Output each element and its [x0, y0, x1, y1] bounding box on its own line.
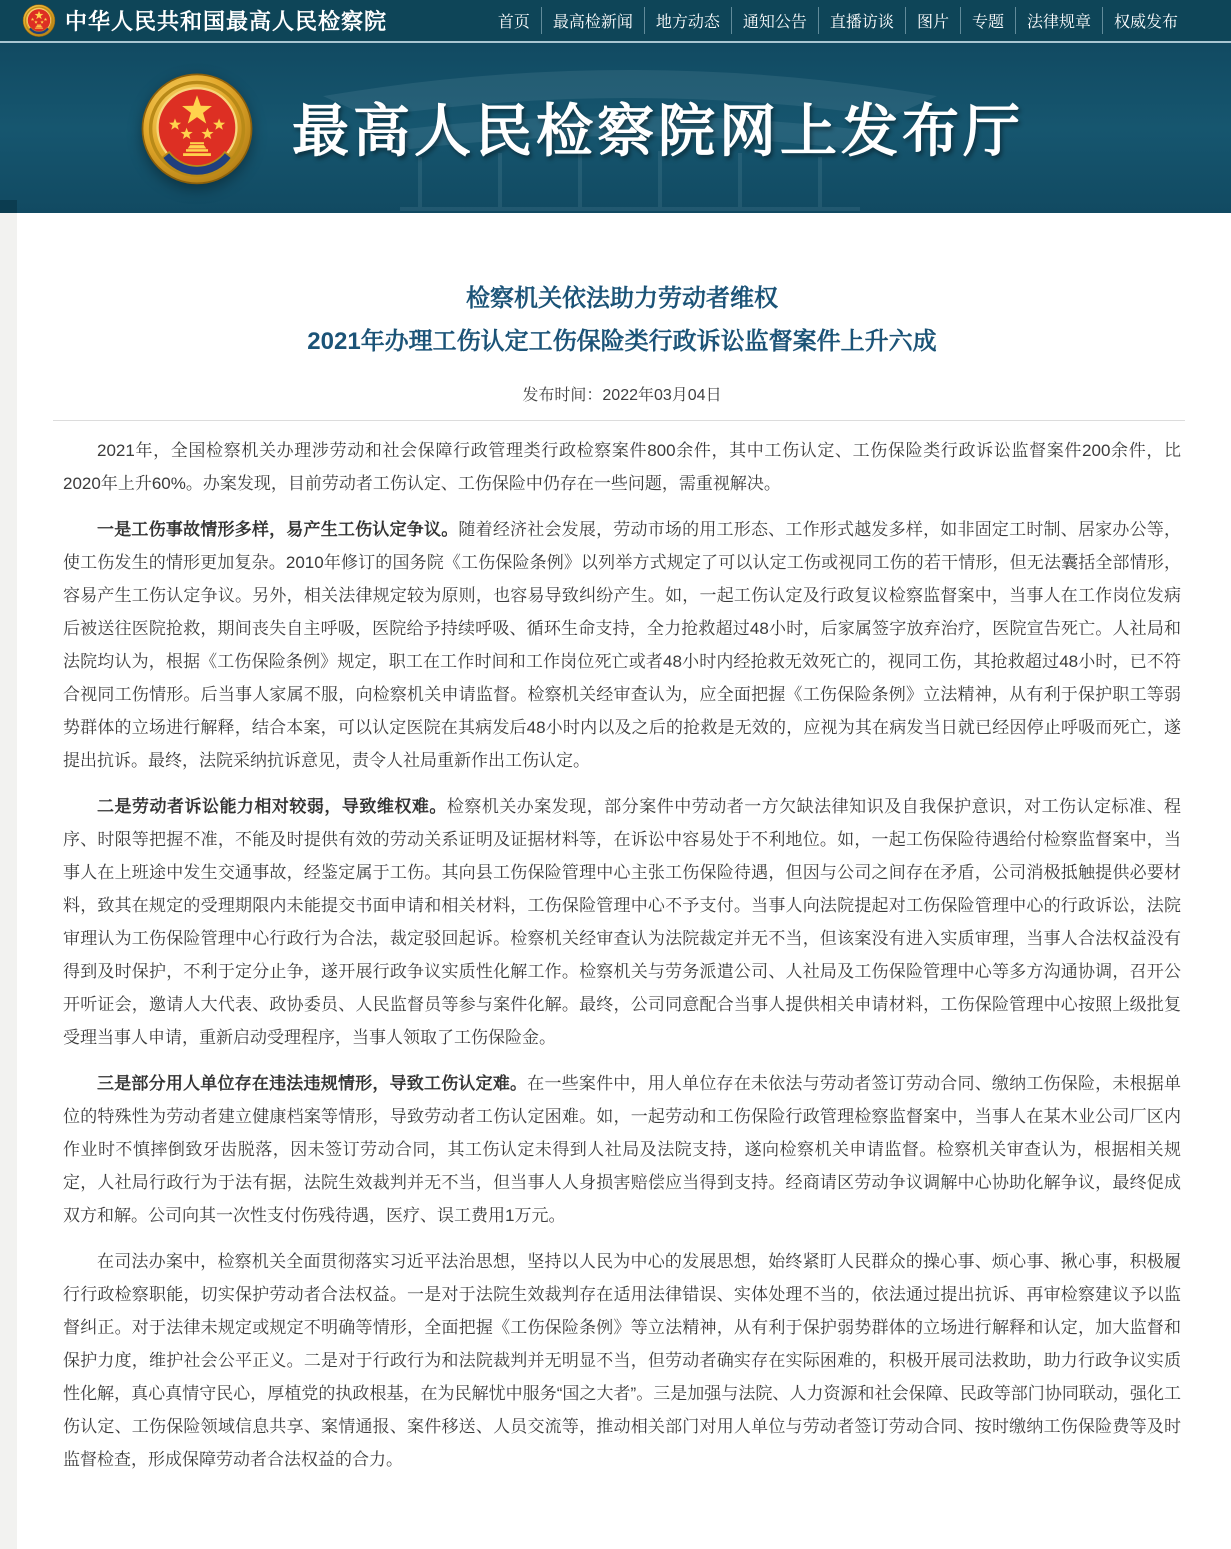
banner-title: 最高人民检察院网上发布厅 [292, 100, 1024, 164]
paragraph-intro [63, 434, 1181, 500]
nav-item-laws[interactable]: 法律规章 [1015, 7, 1102, 34]
paragraph-closing [63, 1245, 1181, 1476]
nav-item-live[interactable]: 直播访谈 [818, 7, 905, 34]
nav-item-pictures[interactable]: 图片 [905, 7, 960, 34]
site-home-link[interactable] [22, 4, 387, 38]
paragraph-point2 [63, 790, 1181, 1054]
nav-item-local[interactable]: 地方动态 [644, 7, 731, 34]
procuratorate-emblem-large-icon [139, 72, 255, 188]
article-body [63, 434, 1181, 1476]
nav-item-home[interactable]: 首页 [497, 14, 530, 31]
paragraph-lead: 三是部分用人单位存在违法违规情形，导致工伤认定难。 [97, 1074, 528, 1093]
nav-item-notices[interactable]: 通知公告 [731, 7, 818, 34]
paragraph-lead: 一是工伤事故情形多样，易产生工伤认定争议。 [97, 520, 459, 539]
paragraph-text: 检察机关办案发现，部分案件中劳动者一方欠缺法律知识及自我保护意识，对工伤认定标准、程序、时限等把握不准，不能及时提供有效的劳动关系证明及证据材料等，在诉讼中容易处于不利地位。如，一起工伤保险待遇给付检察监督案中，当事人在上班途中发生交通事故，经鉴定属于工伤。其向县工伤保险管理中心主张工伤保险待遇，但因与公司之间存在矛盾，公司消极抵触提供必要材料，致其在规定的受理期限内未能提交书面申请和相关材料，工伤保险管理中心不予支付。当事人向法院提起对工伤保险管理中心的行政诉讼，法院审理认为工伤保险管理中心行政行为合法，裁定驳回起诉。检察机关经审查认为法院裁定并无不当，但该案没有进入实质审理，当事人合法权益没有得到及时保护，不利于定分止争，遂开展行政争议实质性化解工作。检察机关与劳务派遣公司、人社局及工伤保险管理中心等多方沟通协调，召开公开听证会，邀请人大代表、政协委员、人民监督员等参与案件化解。最终，公司同意配合当事人提供相关申请材料，工伤保险管理中心按照上级批复受理当事人申请，重新启动受理程序，当事人领取了工伤保险金。 [63, 797, 1182, 1047]
nav-item-topics[interactable]: 专题 [960, 7, 1015, 34]
banner-left-tab [0, 200, 17, 213]
site-title: 中华人民共和国最高人民检察院 [65, 9, 388, 34]
article-title-line1: 检察机关依法助力劳动者维权 [466, 285, 778, 312]
top-nav [487, 7, 1189, 34]
paragraph-point1 [63, 513, 1181, 777]
nav-item-spp-news[interactable]: 最高检新闻 [541, 7, 644, 34]
article-title-line2: 2021年办理工伤认定工伤保险类行政诉讼监督案件上升六成 [307, 328, 937, 355]
title-divider [53, 420, 1185, 421]
procuratorate-emblem-icon [22, 4, 56, 38]
paragraph-text: 随着经济社会发展，劳动市场的用工形态、工作形式越发多样，如非固定工时制、居家办公等，使工伤发生的情形更加复杂。2010年修订的国务院《工伤保险条例》以列举方式规定了可以认定工伤或视同工伤的若干情形，但无法囊括全部情形，容易产生工伤认定争议。另外，相关法律规定较为原则，也容易导致纠纷产生。如，一起工伤认定及行政复议检察监督案中，当事人在工作岗位发病后被送往医院抢救，期间丧失自主呼吸，医院给予持续呼吸、循环生命支持，全力抢救超过48小时，后家属签字放弃治疗，医院宣告死亡。人社局和法院均认为，根据《工伤保险条例》规定，职工在工作时间和工作岗位死亡或者48小时内经抢救无效死亡的，视同工伤，其抢救超过48小时，已不符合视同工伤情形。后当事人家属不服，向检察机关申请监督。检察机关经审查认为，应全面把握《工伤保险条例》立法精神，从有利于保护职工等弱势群体的立场进行解释，结合本案，可以认定医院在其病发后48小时内以及之后的抢救是无效的，应视为其在病发当日就已经因停止呼吸而死亡，遂提出抗诉。最终，法院采纳抗诉意见，责令人社局重新作出工伤认定。 [63, 520, 1182, 770]
nav-item-authority[interactable]: 权威发布 [1102, 7, 1189, 34]
paragraph-lead: 二是劳动者诉讼能力相对较弱，导致维权难。 [97, 797, 447, 816]
publish-date: 发布时间：2022年03月04日 [522, 387, 722, 404]
paragraph-text: 2021年，全国检察机关办理涉劳动和社会保障行政管理类行政检察案件800余件，其中工伤认定、工伤保险类行政诉讼监督案件200余件，比2020年上升60%。办案发现，目前劳动者工伤认定、工伤保险中仍存在一些问题，需重视解决。 [63, 441, 1181, 493]
banner [0, 43, 1231, 213]
paragraph-text: 在司法办案中，检察机关全面贯彻落实习近平法治思想，坚持以人民为中心的发展思想，始终紧盯人民群众的操心事、烦心事、揪心事，积极履行行政检察职能，切实保护劳动者合法权益。一是对于法院生效裁判存在适用法律错误、实体处理不当的，依法通过提出抗诉、再审检察建议予以监督纠正。对于法律未规定或规定不明确等情形，全面把握《工伤保险条例》等立法精神，从有利于保护弱势群体的立场进行解释和认定，加大监督和保护力度，维护社会公平正义。二是对于行政行为和法院裁判并无明显不当，但劳动者确实存在实际困难的，积极开展司法救助，助力行政争议实质性化解，真心真情守民心，厚植党的执政根基，在为民解忧中服务“国之大者”。三是加强与法院、人力资源和社会保障、民政等部门协同联动，强化工伤认定、工伤保险领域信息共享、案情通报、案件移送、人员交流等，推动相关部门对用人单位与劳动者签订劳动合同、按时缴纳工伤保险费等及时监督检查，形成保障劳动者合法权益的合力。 [63, 1252, 1181, 1469]
topbar [0, 0, 1231, 43]
article-panel [17, 213, 1231, 1549]
paragraph-point3 [63, 1067, 1181, 1232]
paragraph-text: 在一些案件中，用人单位存在未依法与劳动者签订劳动合同、缴纳工伤保险，未根据单位的特殊性为劳动者建立健康档案等情形，导致劳动者工伤认定困难。如，一起劳动和工伤保险行政管理检察监督案中，当事人在某木业公司厂区内作业时不慎摔倒致牙齿脱落，因未签订劳动合同，其工伤认定未得到人社局及法院支持，遂向检察机关申请监督。检察机关审查认为，根据相关规定，人社局行政行为于法有据，法院生效裁判并无不当，但当事人人身损害赔偿应当得到支持。经商请区劳动争议调解中心协助化解争议，最终促成双方和解。公司向其一次性支付伤残待遇，医疗、误工费用1万元。 [63, 1074, 1182, 1225]
